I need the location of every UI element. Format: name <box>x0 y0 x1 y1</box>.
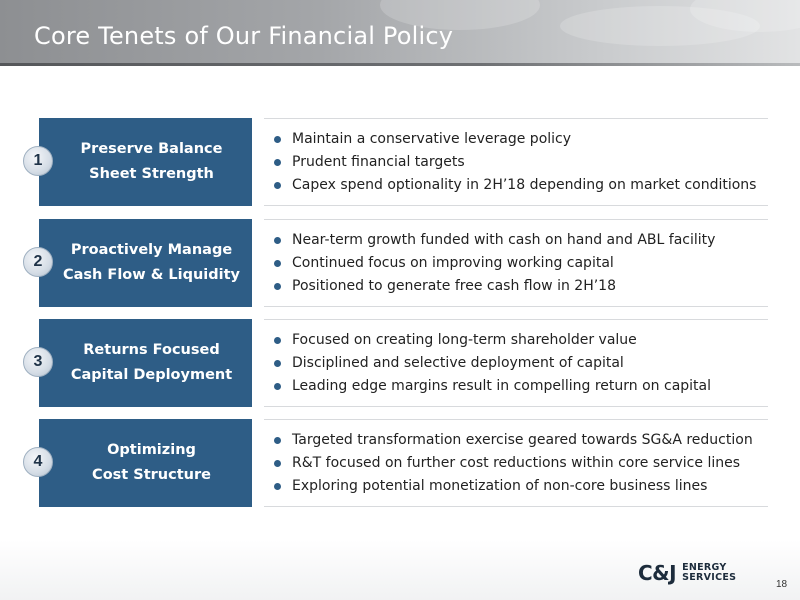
bullet-text: Exploring potential monetization of non-core business lines <box>292 478 708 494</box>
bullet-item <box>274 128 768 151</box>
bullet-dot-icon <box>274 182 281 189</box>
bullet-dot-icon <box>274 260 281 267</box>
bullet-item <box>274 352 768 375</box>
bullet-text: Maintain a conservative leverage policy <box>292 131 572 147</box>
bullet-dot-icon <box>274 337 281 344</box>
bullet-dot-icon <box>274 437 281 444</box>
tenet-bullet-list <box>264 319 768 407</box>
tenet-row <box>0 118 800 206</box>
tenet-bullet-list <box>264 419 768 507</box>
tenet-bullet-list <box>264 118 768 206</box>
bullet-item <box>274 229 768 252</box>
logo-line-services: SERVICES <box>682 572 737 583</box>
tenet-title-line: Cash Flow & Liquidity <box>62 267 241 283</box>
bullet-item <box>274 375 768 398</box>
tenet-number-badge: 1 <box>23 146 53 176</box>
bullet-text: Positioned to generate free cash flow in 2H’18 <box>292 278 616 294</box>
tenet-row <box>0 319 800 407</box>
tenet-title-line: Cost Structure <box>92 467 211 483</box>
tenet-title-line: Capital Deployment <box>70 367 233 383</box>
bullet-item <box>274 252 768 275</box>
logo-line-energy: ENERGY <box>682 562 727 573</box>
bullet-text: Near-term growth funded with cash on hand and ABL facility <box>292 232 716 248</box>
bullet-text: Continued focus on improving working capital <box>292 255 614 271</box>
logo-mark: C&J <box>638 561 677 585</box>
tenet-number-badge: 4 <box>23 447 53 477</box>
tenet-title-box <box>39 419 252 507</box>
tenet-number-badge: 2 <box>23 247 53 277</box>
bullet-dot-icon <box>274 360 281 367</box>
page-title: Core Tenets of Our Financial Policy <box>34 22 454 50</box>
bullet-item <box>274 329 768 352</box>
tenet-title-box <box>39 118 252 206</box>
bullet-dot-icon <box>274 237 281 244</box>
company-logo <box>638 562 736 584</box>
tenet-title-line: Sheet Strength <box>89 166 214 182</box>
bullet-dot-icon <box>274 483 281 490</box>
bullet-dot-icon <box>274 460 281 467</box>
bullet-text: Capex spend optionality in 2H’18 depending on market conditions <box>292 177 757 193</box>
tenet-number-badge: 3 <box>23 347 53 377</box>
page-number: 18 <box>776 579 788 590</box>
bullet-item <box>274 475 768 498</box>
bullet-text: Focused on creating long-term shareholder value <box>292 332 637 348</box>
bullet-dot-icon <box>274 283 281 290</box>
bullet-text: Disciplined and selective deployment of capital <box>292 355 624 371</box>
bullet-text: Prudent financial targets <box>292 154 465 170</box>
tenet-bullet-list <box>264 219 768 307</box>
bullet-item <box>274 275 768 298</box>
bullet-dot-icon <box>274 383 281 390</box>
logo-wordmark <box>682 563 736 583</box>
bullet-item <box>274 174 768 197</box>
tenet-row <box>0 219 800 307</box>
bullet-item <box>274 452 768 475</box>
tenet-title-box <box>39 319 252 407</box>
tenet-title-line: Proactively Manage <box>70 242 233 258</box>
bullet-dot-icon <box>274 159 281 166</box>
tenet-row <box>0 419 800 507</box>
tenet-title-line: Optimizing <box>107 442 196 458</box>
bullet-item <box>274 151 768 174</box>
bullet-dot-icon <box>274 136 281 143</box>
bullet-text: Targeted transformation exercise geared towards SG&A reduction <box>292 432 753 448</box>
bullet-text: R&T focused on further cost reductions within core service lines <box>292 455 741 471</box>
tenet-title-box <box>39 219 252 307</box>
bullet-text: Leading edge margins result in compelling return on capital <box>292 378 712 394</box>
bullet-item <box>274 429 768 452</box>
tenet-title-line: Preserve Balance <box>80 141 223 157</box>
tenet-title-line: Returns Focused <box>83 342 220 358</box>
